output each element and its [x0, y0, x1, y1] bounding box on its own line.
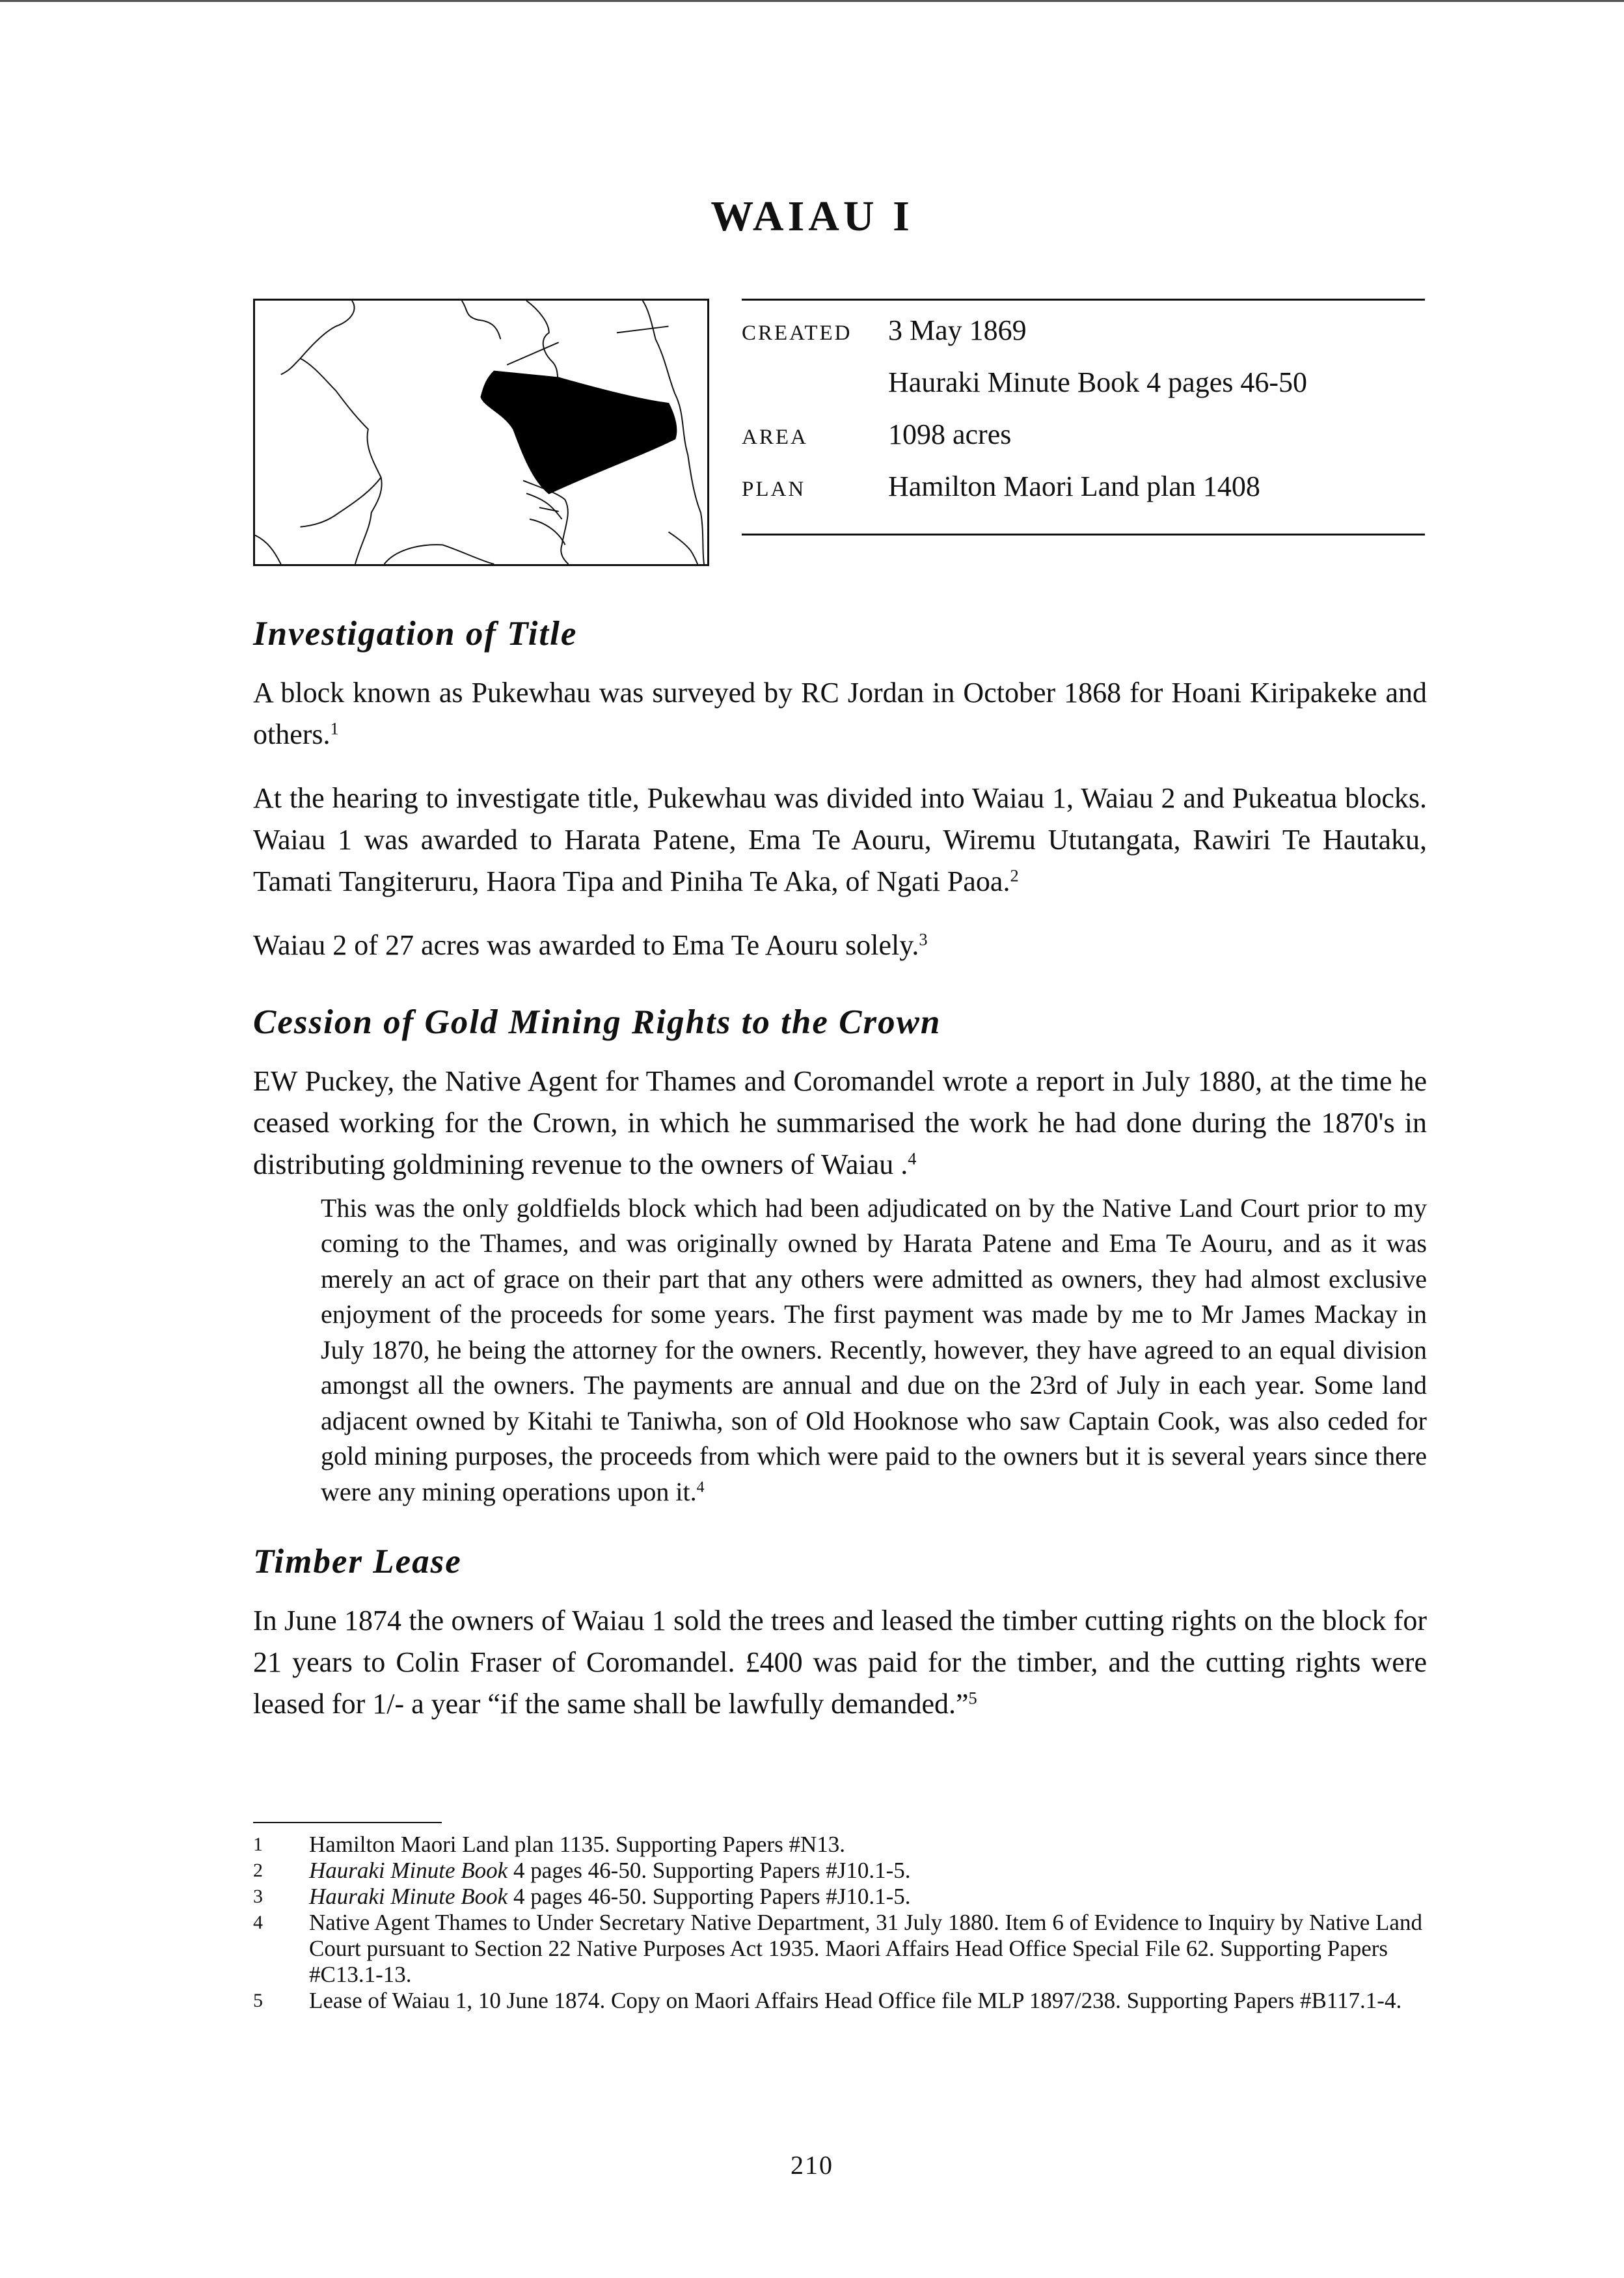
- section-heading-timber: Timber Lease: [253, 1543, 462, 1581]
- created-row: [742, 314, 1307, 366]
- section-heading-investigation: Investigation of Title: [253, 615, 578, 653]
- cession-block-quote: This was the only goldfields block which had been adjudicated on by the Native Land Court prior to my coming to the Thames, and was originally owned by Harata Patene and Ema Te Aouru, and as it was merely an act of grace on their part that any others were admitted as owners, they had almost exclusive enjoyment of the proceeds for some years. The first payment was made by me to Mr James Mackay in July 1870, he being the attorney for the owners. Recently, however, they have agreed to an equal division amongst all the owners. The payments are annual and due on the 23rd of July in each year. Some land adjacent owned by Kitahi te Taniwha, son of Old Hooknose who saw Captain Cook, was also ceded for gold mining purposes, the proceeds from which were paid to the owners but it is several years since there were any mining operations upon it.$^4$: [321, 1193, 1427, 1506]
- block-info-panel: [742, 299, 1425, 536]
- page-title: WAIAU I: [710, 193, 914, 240]
- created-label: CREATED: [742, 321, 852, 345]
- footnote-number: 5: [253, 1990, 263, 2011]
- footnote-item: [253, 1858, 1427, 1884]
- location-map-drawing: [255, 301, 707, 564]
- investigation-paragraph-2: At the hearing to investigate title, Pukewhau was divided into Waiau 1, Waiau 2 and Pukeatua blocks. Waiau 1 was awarded to Harata Patene, Ema Te Aouru, Wiremu Ututangata, Rawiri Te Hautaku, Tamati Tangiteruru, Haora Tipa and Piniha Te Aka, of Ngati Paoa.$^2$: [253, 781, 1427, 897]
- created-source-row: [742, 366, 1307, 418]
- footnote-text: Hauraki Minute Book 4 pages 46-50. Supporting Papers #J10.1-5.: [309, 1858, 911, 1883]
- footnote-ref: 3: [919, 929, 928, 949]
- footnote-text: Hamilton Maori Land plan 1135. Supporting Papers #N13.: [309, 1832, 846, 1857]
- section-heading-cession: Cession of Gold Mining Rights to the Crown: [253, 1003, 941, 1041]
- created-source-spacer: [742, 366, 888, 418]
- footnote-number: 2: [253, 1860, 263, 1881]
- footnote-text: Hauraki Minute Book 4 pages 46-50. Supporting Papers #J10.1-5.: [309, 1884, 911, 1909]
- footnote-number: 1: [253, 1834, 263, 1855]
- footnote-ref: 1: [330, 718, 339, 739]
- footnote-item: [253, 1910, 1427, 1988]
- footnote-rule: [253, 1822, 442, 1823]
- footnotes: [253, 1832, 1427, 2014]
- page-top-border: [0, 0, 1624, 2]
- main-content: [253, 612, 1427, 1747]
- footnote-number: 4: [253, 1912, 263, 1933]
- investigation-paragraph-3: Waiau 2 of 27 acres was awarded to Ema Te Aouru solely.$^3$: [253, 929, 928, 961]
- footnote-ref: 4: [908, 1148, 917, 1169]
- info-bottom-rule: [742, 534, 1425, 536]
- area-row: [742, 418, 1307, 470]
- timber-paragraph-1: In June 1874 the owners of Waiau 1 sold the trees and leased the timber cutting rights on the block for 21 years to Colin Fraser of Coromandel. £400 was paid for the timber, and the cutting rights were leased for 1/- a year “if the same shall be lawfully demanded.”$^5$: [253, 1605, 1427, 1720]
- footnote-ref: 5: [968, 1688, 977, 1708]
- footnote-item: [253, 1832, 1427, 1858]
- area-value: 1098 acres: [888, 418, 1012, 450]
- footnote-number: 3: [253, 1886, 263, 1907]
- area-label: AREA: [742, 426, 808, 449]
- plan-row: [742, 470, 1307, 522]
- plan-value: Hamilton Maori Land plan 1408: [888, 470, 1260, 502]
- footnote-ref: 2: [1010, 865, 1019, 886]
- footnote-text: Lease of Waiau 1, 10 June 1874. Copy on Maori Affairs Head Office file MLP 1897/238. Supporting Papers #B117.1-4.: [309, 1988, 1402, 2013]
- footnote-item: [253, 1988, 1427, 2014]
- location-map: [253, 299, 709, 566]
- plan-label: PLAN: [742, 478, 806, 501]
- investigation-paragraph-1: A block known as Pukewhau was surveyed by RC Jordan in October 1868 for Hoani Kiripakeke and others.$^1$: [253, 676, 1427, 750]
- block-info-table: [742, 314, 1307, 522]
- created-source: Hauraki Minute Book 4 pages 46-50: [888, 366, 1307, 398]
- footnote-ref: 4: [696, 1478, 705, 1496]
- footnote-item: [253, 1884, 1427, 1910]
- cession-paragraph-1: EW Puckey, the Native Agent for Thames and Coromandel wrote a report in July 1880, at the time he ceased working for the Crown, in which he summarised the work he had done during the 1870's in distributing goldmining revenue to the owners of Waiau .$^4$: [253, 1064, 1427, 1180]
- footnote-text: Native Agent Thames to Under Secretary Native Department, 31 July 1880. Item 6 of Evidence to Inquiry by Native Land Court pursuant to Section 22 Native Purposes Act 1935. Maori Affairs Head Office Special File 62. Supporting Papers #C13.1-13.: [309, 1910, 1422, 1987]
- created-value: 3 May 1869: [888, 314, 1027, 346]
- info-top-rule: [742, 299, 1425, 301]
- page-number: 210: [791, 2150, 833, 2180]
